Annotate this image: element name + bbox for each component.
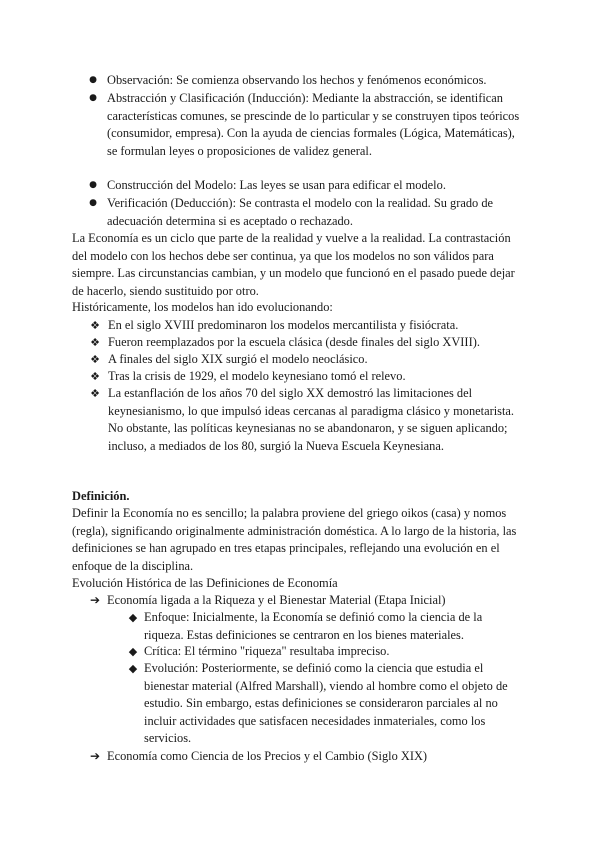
history-item: Tras la crisis de 1929, el modelo keynesiano tomó el relevo. xyxy=(108,369,406,383)
diamond-bullet-icon: ◆ xyxy=(128,611,138,624)
bullet-star-icon: ❖ xyxy=(90,353,100,366)
bullet-dot-icon: ● xyxy=(89,93,97,103)
bullet-dot-icon: ● xyxy=(89,75,97,85)
diamond-bullet-icon: ◆ xyxy=(128,645,138,658)
history-item: En el siglo XVIII predominaron los modelos mercantilista y fisiócrata. xyxy=(108,318,459,332)
stage2-title: Economía como Ciencia de los Precios y el Cambio (Siglo XIX) xyxy=(107,749,428,763)
diamond-bullet-icon: ◆ xyxy=(128,662,138,675)
method-step-observation: Observación: Se comienza observando los hechos y fenómenos económicos. xyxy=(107,73,487,87)
method-step-verification: Verificación (Deducción): Se contrasta el modelo con la realidad. Su grado de adecuación determina si es aceptado o rechazado. xyxy=(107,196,494,228)
paragraph-economic-cycle: La Economía es un ciclo que parte de la realidad y vuelve a la realidad. La contrastación del modelo con los hechos debe ser continua, ya que los modelos no son válidos para siempre. Las circunstancias cambian, y un modelo que funcionó en el pasado puede dejar de hacerlo, siendo sustituido por otro. xyxy=(72,231,515,298)
bullet-star-icon: ❖ xyxy=(90,387,100,400)
stage1-item-evolucion: Evolución: Posteriormente, se definió como la ciencia que estudia el bienestar material (Alfred Marshall), viendo al hombre como el objeto de estudio. Sin embargo, estas definiciones se consideraron parciales al no incluir actividades que satisfacen necesidades inmateriales, como los servicios. xyxy=(144,661,508,745)
history-item: A finales del siglo XIX surgió el modelo neoclásico. xyxy=(108,352,368,366)
history-item: Fueron reemplazados por la escuela clásica (desde finales del siglo XVIII). xyxy=(108,335,480,349)
history-intro: Históricamente, los modelos han ido evolucionando: xyxy=(72,300,333,314)
definition-heading: Definición. xyxy=(72,489,130,503)
bullet-star-icon: ❖ xyxy=(90,370,100,383)
history-item: La estanflación de los años 70 del siglo XX demostró las limitaciones del keynesianismo, lo que impulsó ideas cercanas al paradigma clásico y monetarista. No obstante, las políticas keynesianas no se abandonaron, y se siguen aplicando; incluso, a mediados de los 80, surgió la Nueva Escuela Keynesiana. xyxy=(108,386,515,453)
bullet-dot-icon: ● xyxy=(89,198,97,208)
stage1-title: Economía ligada a la Riqueza y el Bienestar Material (Etapa Inicial) xyxy=(107,593,446,607)
method-step-model: Construcción del Modelo: Las leyes se usan para edificar el modelo. xyxy=(107,178,446,192)
method-step-abstraction: Abstracción y Clasificación (Inducción): Mediante la abstracción, se identifican características comunes, se prescinde de lo particular y se construyen tipos teóricos (consumidor, empresa). Con la ayuda de ciencias formales (Lógica, Matemáticas), se formulan leyes o proposiciones de validez general. xyxy=(107,91,520,158)
bullet-star-icon: ❖ xyxy=(90,336,100,349)
evolution-title: Evolución Histórica de las Definiciones de Economía xyxy=(72,576,338,590)
bullet-dot-icon: ● xyxy=(89,180,97,190)
arrow-bullet-icon: ➔ xyxy=(89,749,101,763)
stage1-item-enfoque: Enfoque: Inicialmente, la Economía se definió como la ciencia de la riqueza. Estas definiciones se centraron en los bienes materiales. xyxy=(144,610,483,642)
definition-paragraph: Definir la Economía no es sencillo; la palabra proviene del griego oikos (casa) y nomos (regla), significando originalmente administración doméstica. A lo largo de la historia, las definiciones se han agrupado en tres etapas principales, reflejando una evolución en el enfoque de la disciplina. xyxy=(72,506,517,573)
arrow-bullet-icon: ➔ xyxy=(89,593,101,607)
stage1-item-critica: Crítica: El término "riqueza" resultaba impreciso. xyxy=(144,644,390,658)
bullet-star-icon: ❖ xyxy=(90,319,100,332)
